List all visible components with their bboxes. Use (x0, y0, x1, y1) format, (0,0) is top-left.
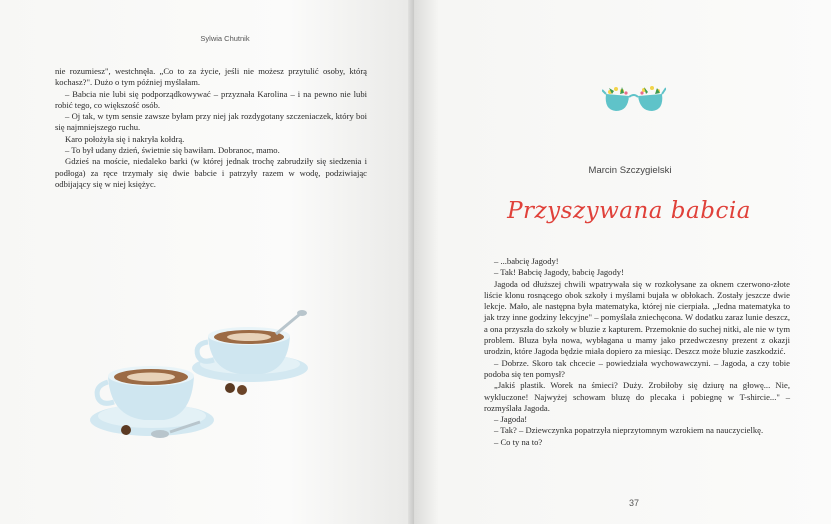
paragraph: – Tak! Babcię Jagody, babcię Jagody! (494, 267, 624, 278)
right-page (414, 0, 831, 524)
paragraph: – To był udany dzień, świetnie się bawiłam. Dobranoc, mamo. (65, 145, 280, 156)
paragraph: – Jagoda! (494, 414, 528, 425)
left-body-text (55, 66, 367, 190)
flower-glasses-illustration (602, 84, 666, 116)
paragraph: – Babcia nie lubi się podporządkowywać – przyznała Karolina – i na pewno nie lubi robić tego, co większość osób. (55, 88, 367, 110)
paragraph: Gdzieś na moście, niedaleko barki (w której jednak trochę zabrudziły się siedzenia i podłoga) za ręce trzymały się dwie babcie i patrzyły razem w wodę, podziwiając odbijający się w niej księżyc. (55, 156, 367, 189)
paragraph: „Jakiś plastik. Worek na śmieci? Duży. Zrobiłoby się dziurę na głowę... Nie, wykluczone! Najwyżej schowam bluzę do plecaka i pobiegnę w T-shircie..." – rozmyślała Jagoda. (484, 380, 790, 413)
paragraph: – Dobrze. Skoro tak chcecie – powiedziała wychowawczyni. – Jagoda, a czy tobie podoba się ten pomysł? (484, 357, 790, 379)
author-name: Marcin Szczygielski (588, 165, 672, 176)
running-head: Sylwia Chutnik (200, 34, 250, 43)
left-page (0, 0, 414, 524)
paragraph: – Oj tak, w tym sensie zawsze byłam przy niej jak rozdygotany szczeniaczek, który boi się najmniejszego ruchu. (55, 111, 367, 133)
coffee-cups-illustration (90, 308, 320, 448)
paragraph: Jagoda od dłuższej chwili wpatrywała się w rozkołysane za oknem czerwono-złote liście klonu rosnącego obok szkoły i myślami bujała w obłokach. Zostały jeszcze dwie lekcje. Mało, ale następna była matematyka, której nie cierpiała. „Jedna matematyka to jak trzy inne godziny lekcyjne" – pomyślała zniechęcona. W dodatku zaraz lunie deszcz, a ona przyszła do szkoły w bluzie z kapturem. Przemoknie do suchej nitki, ale nie w tym problem. Bluza była nowa, wybłagana u mamy jako przedwczesny prezent z okazji urodzin, które Jagoda będzie miała dopiero za miesiąc. Deszcz może bluzie zaszkodzić. (484, 278, 790, 357)
paragraph: – Co ty na to? (494, 436, 543, 447)
right-body-text (484, 256, 790, 448)
paragraph: – ...babcię Jagody! (494, 256, 559, 266)
paragraph: nie rozumiesz", westchnęła. „Co to za życie, jeśli nie możesz przytulić osoby, którą kochasz?". Dużo o tym później myślałam. (55, 66, 367, 88)
paragraph: – Tak? – Dziewczynka popatrzyła nieprzytomnym wzrokiem na nauczycielkę. (494, 425, 764, 436)
page-number: 37 (628, 498, 639, 508)
paragraph: Karo położyła się i nakryła kołdrą. (65, 133, 185, 144)
story-title: Przyszywana babcia (507, 198, 751, 224)
